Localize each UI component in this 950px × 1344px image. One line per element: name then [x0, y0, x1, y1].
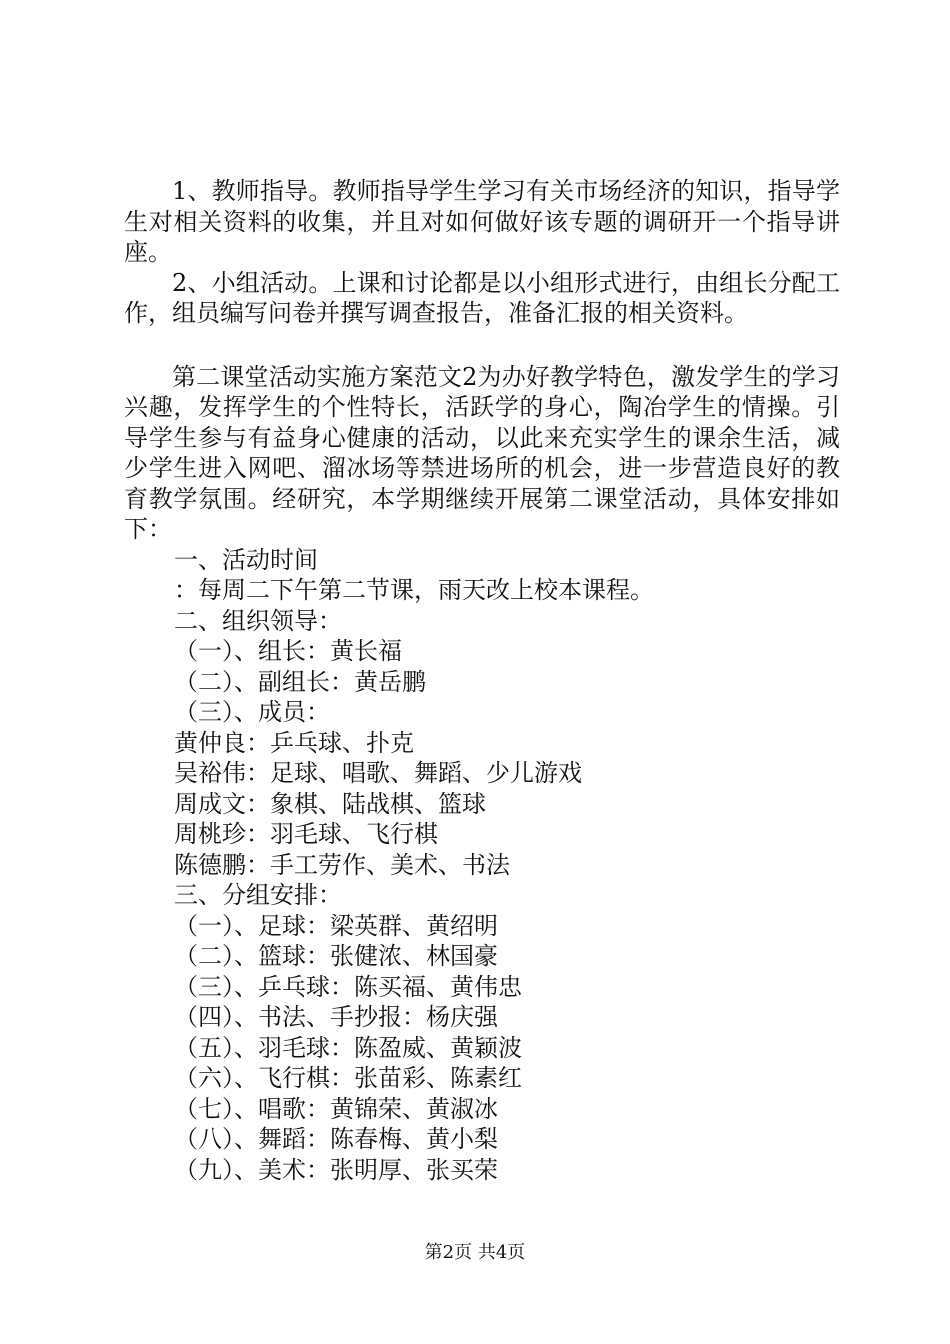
- list-line: （一）、组长：黄长福: [174, 637, 402, 665]
- arrangement-list: [124, 545, 840, 1186]
- list-line: （五）、羽毛球：陈盈威、黄颖波: [174, 1033, 522, 1062]
- paragraph-gap: [124, 329, 840, 362]
- list-line: 周桃珍：羽毛球、飞行棋: [174, 820, 438, 848]
- list-line: （一）、足球：梁英群、黄绍明: [174, 911, 498, 940]
- paragraph-group-activity: 2、小组活动。上课和讨论都是以小组形式进行，由组长分配工作，组员编写问卷并撰写调查报告，准备汇报的相关资料。: [124, 268, 840, 327]
- document-body: [124, 176, 840, 1185]
- list-line: （九）、美术：张明厚、张买荣: [174, 1155, 498, 1184]
- list-line: 二、组织领导：: [174, 606, 342, 635]
- paragraph-teacher-guidance: 1、教师指导。教师指导学生学习有关市场经济的知识，指导学生对相关资料的收集，并且对如何做好该专题的调研开一个指导讲座。: [124, 177, 840, 266]
- list-line: 陈德鹏：手工劳作、美术、书法: [174, 850, 510, 879]
- list-line: （四）、书法、手抄报：杨庆强: [174, 1003, 498, 1031]
- list-line: （三）、乒乓球：陈买福、黄伟忠: [174, 972, 522, 1001]
- list-line: 一、活动时间: [174, 545, 318, 574]
- list-line: 三、分组安排：: [174, 881, 342, 909]
- list-line: （二）、篮球：张健浓、林国豪: [174, 942, 498, 970]
- list-line: ：每周二下午第二节课，雨天改上校本课程。: [174, 576, 654, 604]
- list-line: （三）、成员：: [174, 698, 330, 726]
- list-line: 吴裕伟：足球、唱歌、舞蹈、少儿游戏: [174, 759, 582, 787]
- list-line: （二）、副组长：黄岳鹏: [174, 667, 426, 696]
- list-line: 黄仲良：乒乓球、扑克: [174, 728, 414, 757]
- list-line: 周成文：象棋、陆战棋、篮球: [174, 789, 486, 818]
- list-line: （八）、舞蹈：陈春梅、黄小梨: [174, 1125, 498, 1153]
- page-footer: 第2页 共4页: [424, 1242, 526, 1263]
- list-line: （七）、唱歌：黄锦荣、黄淑冰: [174, 1094, 498, 1123]
- list-line: （六）、飞行棋：张苗彩、陈素红: [174, 1064, 522, 1092]
- paragraph-intro: 第二课堂活动实施方案范文2为办好教学特色，激发学生的学习兴趣，发挥学生的个性特长，活跃学的身心，陶冶学生的情操。引导学生参与有益身心健康的活动，以此来充实学生的课余生活，减少学生进入网吧、溜冰场等禁进场所的机会，进一步营造良好的教育教学氛围。经研究，本学期继续开展第二课堂活动，具体安排如下：: [124, 362, 840, 543]
